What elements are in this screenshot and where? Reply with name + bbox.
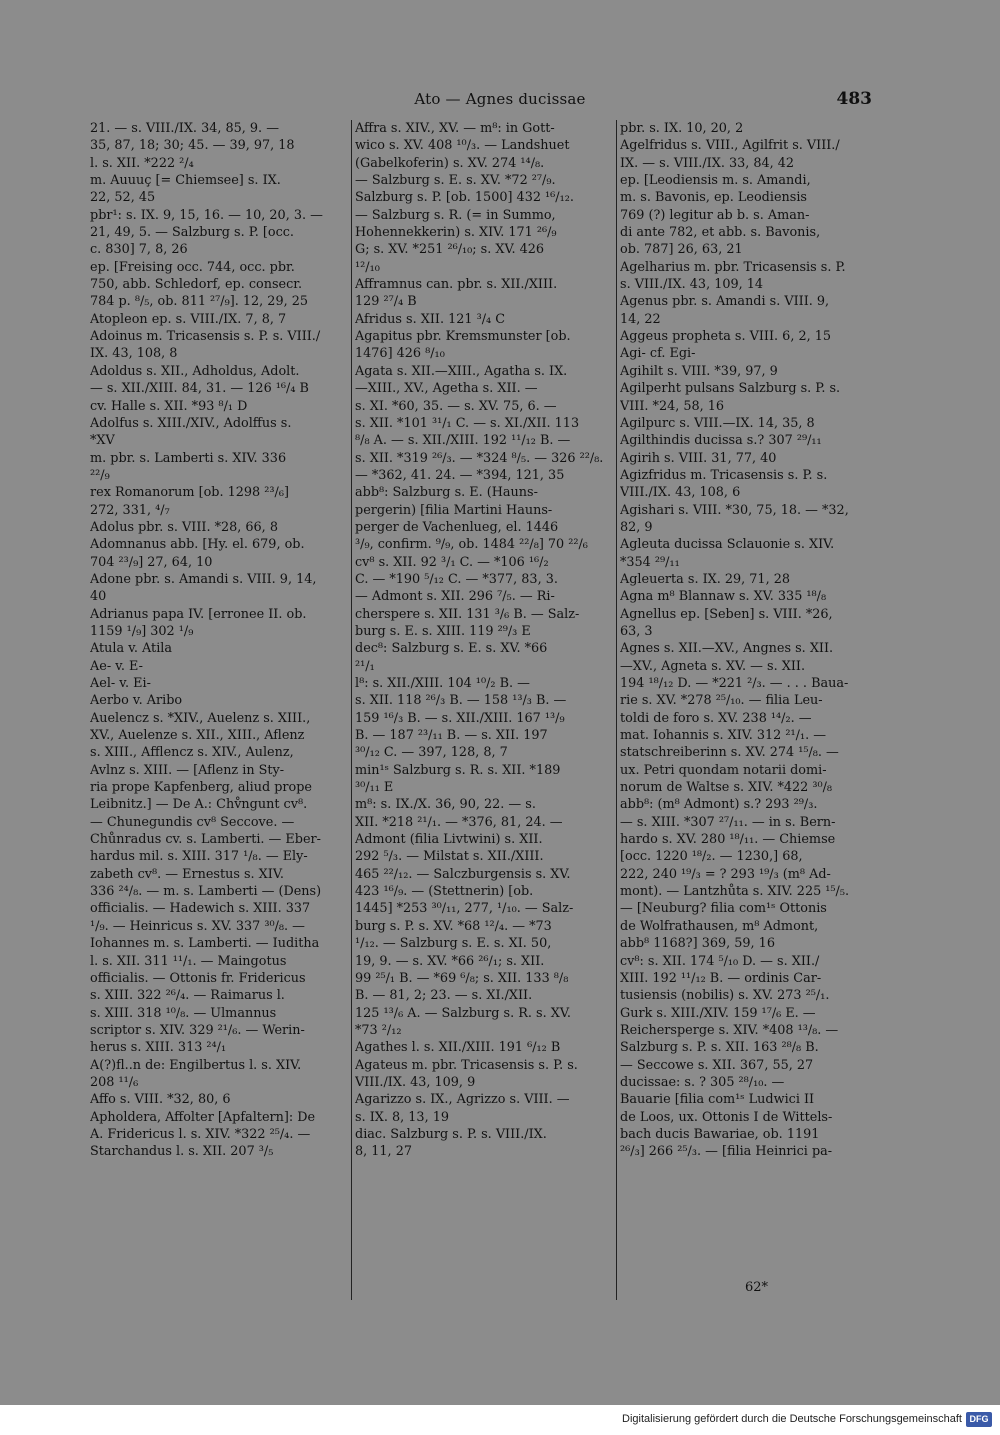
index-line: — [Neuburg? filia com¹ˢ Ottonis [620, 901, 827, 917]
index-line: B. — 187 ²³/₁₁ B. — s. XII. 197 [355, 728, 548, 744]
index-line: hardo s. XV. 280 ¹⁸/₁₁. — Chiemse [620, 832, 836, 848]
index-line: ²⁶/₃] 266 ²⁵/₃. — [filia Heinrici pa- [620, 1144, 833, 1160]
index-line: Affra s. XIV., XV. — m⁸: in Gott- [355, 121, 555, 136]
index-line: m⁸: s. IX./X. 36, 90, 22. — s. [355, 797, 536, 813]
index-line: pbr. s. IX. 10, 20, 2 [620, 121, 744, 136]
index-line: —XV., Agneta s. XV. — s. XII. [620, 658, 806, 674]
index-line: Salzburg s. P. [ob. 1500] 432 ¹⁶/₁₂. [355, 190, 574, 206]
index-line: perger de Vachenlueg, el. 1446 [355, 519, 559, 535]
index-line: pergerin) [filia Martini Hauns- [355, 502, 553, 518]
index-line: Gurk s. XIII./XIV. 159 ¹⁷/₆ E. — [620, 1005, 816, 1021]
index-line: ³/₉, confirm. ⁹/₉, ob. 1484 ²²/₈] 70 ²²/₆ [355, 537, 588, 553]
index-line: ob. 787] 26, 63, 21 [620, 242, 743, 258]
signature-mark: 62* [745, 1280, 769, 1295]
index-line: ducissae: s. ? 305 ²⁸/₁₀. — [620, 1074, 785, 1090]
index-line: Agishari s. VIII. *30, 75, 18. — *32, [620, 502, 849, 518]
index-line: Agi- cf. Egi- [620, 346, 696, 362]
index-line: Agnes s. XII.—XV., Angnes s. XII. [620, 641, 834, 657]
index-line: abb⁸: Salzburg s. E. (Hauns- [355, 485, 538, 501]
page-number: 483 [836, 89, 872, 109]
index-line: Hohennekkerin) s. XIV. 171 ²⁶/₉ [355, 225, 557, 241]
index-line: Agelharius m. pbr. Tricasensis s. P. [620, 259, 846, 275]
index-line: ³⁰/₁₂ C. — 397, 128, 8, 7 [355, 745, 508, 761]
index-line: s. VIII./IX. 43, 109, 14 [620, 277, 764, 293]
index-line: *354 ²⁹/₁₁ [620, 554, 680, 570]
index-line: VIII. *24, 58, 16 [620, 398, 725, 414]
running-title: Ato — Agnes ducissae [414, 90, 586, 108]
index-line: s. XI. *60, 35. — s. XV. 75, 6. — [355, 398, 557, 414]
index-line: Adolus pbr. s. VIII. *28, 66, 8 [90, 519, 278, 535]
index-line: Afframnus can. pbr. s. XII./XIII. [355, 277, 558, 293]
index-line: rie s. XV. *278 ²⁵/₁₀. — filia Leu- [620, 693, 823, 709]
index-line: ep. [Freising occ. 744, occ. pbr. [90, 259, 295, 275]
index-line: 292 ⁵/₃. — Milstat s. XII./XIII. [355, 849, 544, 865]
index-line: 63, 3 [620, 623, 653, 639]
index-line: l⁸: s. XII./XIII. 104 ¹⁰/₂ B. — [355, 676, 530, 691]
index-line: m. s. Bavonis, ep. Leodiensis [620, 190, 807, 206]
index-line: Agirih s. VIII. 31, 77, 40 [620, 450, 777, 466]
index-line: — s. XII./XIII. 84, 31. — 126 ¹⁶/₄ B [90, 381, 309, 397]
index-line: Agilperht pulsans Salzburg s. P. s. [620, 381, 841, 397]
index-line: Aggeus propheta s. VIII. 6, 2, 15 [620, 329, 832, 345]
index-line: VIII./IX. 43, 108, 6 [620, 485, 741, 501]
index-line: cv⁸ s. XII. 92 ³/₁ C. — *106 ¹⁶/₂ [355, 554, 549, 570]
index-line: Agizfridus m. Tricasensis s. P. s. [620, 467, 828, 483]
index-line: 8, 11, 27 [355, 1144, 412, 1160]
index-line: Starchandus l. s. XII. 207 ³/₅ [90, 1144, 274, 1160]
index-line: 465 ²²/₁₂. — Salczburgensis s. XV. [355, 866, 571, 882]
index-line: pbr¹: s. IX. 9, 15, 16. — 10, 20, 3. — [90, 207, 323, 223]
index-line: *XV [90, 433, 115, 449]
index-line: (Gabelkoferin) s. XV. 274 ¹⁴/₈. [355, 155, 545, 171]
index-line: Admont (filia Livtwini) s. XII. [355, 832, 543, 848]
index-line: C. — *190 ⁵/₁₂ C. — *377, 83, 3. [355, 571, 558, 587]
index-line: Apholdera, Affolter [Apfaltern]: De [90, 1109, 316, 1125]
index-line: XV., Auelenze s. XII., XIII., Aflenz [90, 728, 305, 744]
index-line: 21. — s. VIII./IX. 34, 85, 9. — [90, 121, 279, 136]
index-line: 1445] *253 ³⁰/₁₁, 277, ¹/₁₀. — Salz- [355, 901, 574, 917]
index-line: — s. XIII. *307 ²⁷/₁₁. — in s. Bern- [620, 814, 836, 830]
index-line: c. 830] 7, 8, 26 [90, 242, 188, 258]
index-line: *73 ²/₁₂ [355, 1022, 402, 1038]
index-line: IX. 43, 108, 8 [90, 346, 178, 362]
index-line: 336 ²⁴/₈. — m. s. Lamberti — (Dens) [90, 884, 322, 900]
index-line: de Wolfrathausen, m⁸ Admont, [620, 918, 819, 934]
index-line: cv⁸: s. XII. 174 ⁵/₁₀ D. — s. XII./ [620, 953, 820, 969]
index-line: 22, 52, 45 [90, 190, 156, 206]
index-line: Salzburg s. P. s. XII. 163 ²⁸/₈ B. [620, 1040, 819, 1056]
index-line: Atopleon ep. s. VIII./IX. 7, 8, 7 [90, 311, 287, 327]
index-line: s. XIII. 322 ²⁶/₄. — Raimarus l. [90, 988, 285, 1004]
index-line: A. Fridericus l. s. XIV. *322 ²⁵/₄. — [90, 1126, 311, 1142]
index-line: burg s. P. s. XV. *68 ¹²/₄. — *73 [355, 918, 552, 934]
index-line: 194 ¹⁸/₁₂ D. — *221 ²/₃. — . . . Baua- [620, 676, 849, 691]
index-line: Ael- v. Ei- [90, 676, 151, 691]
index-line: dec⁸: Salzburg s. E. s. XV. *66 [355, 641, 548, 657]
index-line: Agilthindis ducissa s.? 307 ²⁹/₁₁ [620, 433, 822, 449]
index-line: s. XII. 118 ²⁶/₃ B. — 158 ¹³/₃ B. — [355, 693, 567, 709]
index-line: Ae- v. E- [90, 658, 143, 674]
index-line: ep. [Leodiensis m. s. Amandi, [620, 173, 811, 189]
index-line: mont). — Lantzhůta s. XIV. 225 ¹⁵/₅. [620, 884, 850, 900]
index-line: 1476] 426 ⁸/₁₀ [355, 346, 445, 362]
index-line: XII. *218 ²¹/₁. — *376, 81, 24. — [355, 814, 563, 830]
index-line: VIII./IX. 43, 109, 9 [355, 1074, 476, 1090]
index-line: 21, 49, 5. — Salzburg s. P. [occ. [90, 225, 294, 241]
column-divider-2 [616, 120, 617, 1300]
index-line: di ante 782, et abb. s. Bavonis, [620, 225, 821, 241]
index-line: 750, abb. Schledorf, ep. consecr. [90, 277, 303, 293]
index-line: Aerbo v. Aribo [90, 693, 183, 709]
index-line: Agilpurc s. VIII.—IX. 14, 35, 8 [620, 415, 815, 431]
index-line: Iohannes m. s. Lamberti. — Iuditha [90, 936, 320, 952]
index-line: Agathes l. s. XII./XIII. 191 ⁶/₁₂ B [355, 1040, 561, 1056]
index-line: herus s. XIII. 313 ²⁴/₁ [90, 1040, 227, 1056]
index-line: Adoldus s. XII., Adholdus, Adolt. [90, 363, 300, 379]
index-line: norum de Waltse s. XIV. *422 ³⁰/₈ [620, 780, 833, 796]
index-line: 35, 87, 18; 30; 45. — 39, 97, 18 [90, 138, 295, 154]
index-line: Agapitus pbr. Kremsmunster [ob. [355, 329, 571, 345]
index-line: zabeth cv⁸. — Ernestus s. XIV. [90, 866, 284, 882]
index-line: Leibnitz.] — De A.: Chv̊ngunt cv⁸. [90, 797, 308, 813]
index-column-3 [620, 120, 872, 1161]
index-line: ¹/₉. — Heinricus s. XV. 337 ³⁰/₈. — [90, 918, 305, 934]
index-line: ⁸/₈ A. — s. XII./XIII. 192 ¹¹/₁₂ B. — [355, 433, 571, 449]
index-line: B. — 81, 2; 23. — s. XI./XII. [355, 988, 533, 1004]
index-line: 1159 ¹/₉] 302 ¹/₉ [90, 623, 194, 639]
index-line: Avlnz s. XIII. — [Aflenz in Sty- [90, 762, 285, 778]
column-divider-1 [351, 120, 352, 1300]
index-line: cv. Halle s. XII. *93 ⁸/₁ D [90, 398, 248, 414]
index-line: 159 ¹⁶/₃ B. — s. XII./XIII. 167 ¹³/₉ [355, 710, 565, 726]
index-line: — Seccowe s. XII. 367, 55, 27 [620, 1057, 814, 1073]
index-line: hardus mil. s. XIII. 317 ¹/₈. — Ely- [90, 849, 308, 865]
index-line: s. XIII., Afflencz s. XIV., Aulenz, [90, 745, 294, 761]
index-line: — Chunegundis cv⁸ Seccove. — [90, 814, 295, 830]
index-line: 272, 331, ⁴/₇ [90, 502, 170, 518]
index-line: ³⁰/₁₁ E [355, 780, 394, 796]
index-line: 19, 9. — s. XV. *66 ²⁶/₁; s. XII. [355, 953, 545, 969]
index-line: ²²/₉ [90, 467, 110, 483]
index-line: min¹ˢ Salzburg s. R. s. XII. *189 [355, 762, 561, 778]
index-line: 99 ²⁵/₁ B. — *69 ⁶/₈; s. XII. 133 ⁸/₈ [355, 970, 569, 986]
index-line: 125 ¹³/₆ A. — Salzburg s. R. s. XV. [355, 1005, 571, 1021]
index-line: Agata s. XII.—XIII., Agatha s. IX. [355, 363, 568, 379]
index-line: de Loos, ux. Ottonis I de Wittels- [620, 1109, 833, 1125]
index-line: s. XIII. 318 ¹⁰/₈. — Ulmannus [90, 1005, 277, 1021]
index-line: s. IX. 8, 13, 19 [355, 1109, 449, 1125]
index-line: Adolfus s. XIII./XIV., Adolffus s. [90, 415, 292, 431]
index-line: officialis. — Hadewich s. XIII. 337 [90, 901, 311, 917]
index-line: A(?)fl..n de: Engilbertus l. s. XIV. [90, 1057, 302, 1073]
index-line: Agihilt s. VIII. *39, 97, 9 [620, 363, 778, 379]
index-line: Affo s. VIII. *32, 80, 6 [90, 1092, 231, 1108]
index-line: XIII. 192 ¹¹/₁₂ B. — ordinis Car- [620, 970, 822, 986]
index-line: ²¹/₁ [355, 658, 375, 674]
running-header [0, 90, 1000, 112]
index-line: Agarizzo s. IX., Agrizzo s. VIII. — [355, 1092, 570, 1108]
index-line: m. Auuuç [= Chiemsee] s. IX. [90, 173, 281, 189]
index-line: Agleuerta s. IX. 29, 71, 28 [620, 571, 790, 587]
index-line: 704 ²³/₉] 27, 64, 10 [90, 554, 213, 570]
index-line: m. pbr. s. Lamberti s. XIV. 336 [90, 450, 287, 466]
index-line: burg s. E. s. XIII. 119 ²⁹/₃ E [355, 623, 531, 639]
index-line: bach ducis Bawariae, ob. 1191 [620, 1126, 820, 1142]
index-line: scriptor s. XIV. 329 ²¹/₆. — Werin- [90, 1022, 305, 1038]
index-line: officialis. — Ottonis fr. Fridericus [90, 970, 306, 986]
index-line: ria prope Kapfenberg, aliud prope [90, 780, 312, 796]
index-line: 769 (?) legitur ab b. s. Aman- [620, 207, 810, 223]
index-line: 423 ¹⁶/₉. — (Stettnerin) [ob. [355, 884, 534, 900]
index-line: l. s. XII. 311 ¹¹/₁. — Maingotus [90, 953, 287, 969]
index-line: Auelencz s. *XIV., Auelenz s. XIII., [90, 710, 311, 726]
index-line: Adrianus papa IV. [erronee II. ob. [90, 606, 307, 622]
index-line: — Admont s. XII. 296 ⁷/₅. — Ri- [355, 589, 555, 605]
index-line: Adomnanus abb. [Hy. el. 679, ob. [90, 537, 305, 553]
index-line: Agateus m. pbr. Tricasensis s. P. s. [355, 1057, 578, 1073]
index-line: abb⁸: (m⁸ Admont) s.? 293 ²⁹/₃. [620, 797, 818, 813]
index-line: 82, 9 [620, 519, 653, 535]
index-line: cherspere s. XII. 131 ³/₆ B. — Salz- [355, 606, 580, 622]
index-line: ¹/₁₂. — Salzburg s. E. s. XI. 50, [355, 936, 552, 952]
index-line: mat. Iohannis s. XIV. 312 ²¹/₁. — [620, 728, 827, 744]
dfg-logo: DFG [966, 1412, 992, 1427]
index-line: s. XII. *319 ²⁶/₃. — *324 ⁸/₅. — 326 ²²/₈. [355, 450, 604, 466]
index-line: Agnellus ep. [Seben] s. VIII. *26, [620, 606, 833, 622]
index-line: 129 ²⁷/₄ B [355, 294, 417, 310]
index-line: 40 [90, 589, 107, 605]
index-line: Agelfridus s. VIII., Agilfrit s. VIII./ [620, 138, 840, 154]
index-line: IX. — s. VIII./IX. 33, 84, 42 [620, 155, 795, 171]
index-line: — Salzburg s. R. (= in Summo, [355, 207, 556, 223]
index-line: 208 ¹¹/₆ [90, 1074, 139, 1090]
index-line: — Salzburg s. E. s. XV. *72 ²⁷/₉. [355, 173, 556, 189]
index-line: rex Romanorum [ob. 1298 ²³/₆] [90, 485, 289, 501]
index-line: Adoinus m. Tricasensis s. P. s. VIII./ [90, 329, 321, 345]
index-line: toldi de foro s. XV. 238 ¹⁴/₂. — [620, 710, 812, 726]
index-line: Agna m⁸ Blannaw s. XV. 335 ¹⁸/₈ [620, 589, 827, 605]
index-line: G; s. XV. *251 ²⁶/₁₀; s. XV. 426 [355, 242, 545, 258]
index-line: Bauarie [filia com¹ˢ Ludwici II [620, 1092, 815, 1108]
index-line: Atula v. Atila [90, 641, 173, 657]
index-line: 222, 240 ¹⁹/₃ = ? 293 ¹⁹/₃ (m⁸ Ad- [620, 866, 831, 882]
index-line: diac. Salzburg s. P. s. VIII./IX. [355, 1126, 547, 1142]
index-line: — *362, 41. 24. — *394, 121, 35 [355, 467, 565, 483]
index-line: 14, 22 [620, 311, 661, 327]
index-line: tusiensis (nobilis) s. XV. 273 ²⁵/₁. [620, 988, 830, 1004]
index-line: ux. Petri quondam notarii domi- [620, 762, 827, 778]
index-line: Afridus s. XII. 121 ³/₄ C [355, 311, 506, 327]
index-column-2 [355, 120, 615, 1161]
index-line: abb⁸ 1168?] 369, 59, 16 [620, 936, 775, 952]
index-line: [occ. 1220 ¹⁸/₂. — 1230,] 68, [620, 849, 803, 865]
index-line: Agleuta ducissa Sclauonie s. XIV. [620, 537, 835, 553]
footer-credit: Digitalisierung gefördert durch die Deutsche Forschungsgemeinschaft [622, 1413, 962, 1425]
index-line: statschreiberinn s. XV. 274 ¹⁵/₈. — [620, 745, 839, 761]
index-line: Agenus pbr. s. Amandi s. VIII. 9, [620, 294, 830, 310]
index-column-1 [90, 120, 348, 1161]
index-line: wico s. XV. 408 ¹⁰/₃. — Landshuet [355, 138, 570, 154]
index-line: Chůnradus cv. s. Lamberti. — Eber- [90, 832, 321, 848]
index-line: l. s. XII. *222 ²/₄ [90, 155, 194, 171]
index-line: Adone pbr. s. Amandi s. VIII. 9, 14, [90, 571, 317, 587]
index-line: 784 p. ⁸/₅, ob. 811 ²⁷/₉]. 12, 29, 25 [90, 294, 309, 310]
footer-bar [0, 1405, 1000, 1435]
index-line: Reichersperge s. XIV. *408 ¹³/₈. — [620, 1022, 839, 1038]
index-line: ¹²/₁₀ [355, 259, 380, 275]
index-line: —XIII., XV., Agetha s. XII. — [355, 381, 538, 397]
index-line: s. XII. *101 ³¹/₁ C. — s. XI./XII. 113 [355, 415, 580, 431]
